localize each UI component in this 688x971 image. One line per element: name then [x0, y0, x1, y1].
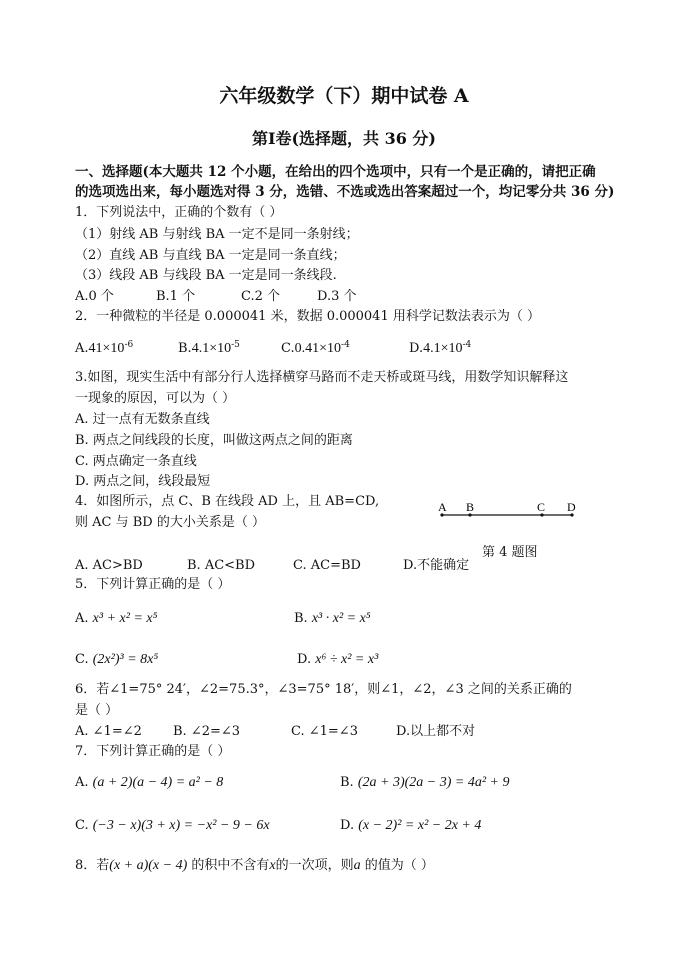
q7-option-d: D. (x − 2)² = x² − 2x + 4 [340, 818, 482, 833]
q5-option-b: B. x³ · x² = x⁵ [294, 611, 371, 626]
q7-option-c: C. (−3 − x)(3 + x) = −x² − 9 − 6x [75, 818, 270, 833]
point-c-label: C [537, 500, 546, 514]
page-subtitle: 第Ⅰ卷(选择题，共 36 分) [251, 129, 437, 148]
q4-option-d: D.不能确定 [403, 558, 470, 573]
q4-stem-line1: 4．如图所示，点 C、B 在线段 AD 上，且 AB=CD, [75, 494, 380, 509]
q1-option-c: C.2 个 [241, 289, 281, 304]
q5-stem: 5．下列计算正确的是（ ） [75, 577, 231, 592]
section-instructions-line1: 一、选择题(本大题共 12 个小题，在给出的四个选项中，只有一个是正确的，请把正确 [75, 164, 596, 180]
q1-statement-2: （2）直线 AB 与直线 BA 一定是同一条直线； [75, 248, 346, 263]
q6-option-b: B. ∠2=∠3 [173, 724, 241, 739]
q2-option-d: $D.4.1\times 10^{-4}$ [409, 340, 472, 356]
q6-option-d: D.以上都不对 [396, 724, 476, 739]
q2-option-a: $A.41\times 10^{-6}$ [75, 340, 134, 356]
q1-statement-3: （3）线段 AB 与线段 BA 一定是同一条线段. [75, 268, 337, 283]
q4-option-c: C. AC=BD [293, 558, 361, 573]
page-title: 六年级数学（下）期中试卷 A [219, 85, 469, 107]
q1-stem: 1．下列说法中，正确的个数有（ ） [75, 205, 283, 220]
q5-option-c: C. (2x²)³ = 8x⁵ [75, 652, 159, 667]
q6-option-a: A. ∠1=∠2 [75, 724, 142, 739]
q1-option-b: B.1 个 [156, 289, 196, 304]
q4-option-b: B. AC<BD [187, 558, 256, 573]
q3-option-b: B. 两点之间线段的长度，叫做这两点之间的距离 [75, 433, 353, 448]
q1-statement-1: （1）射线 AB 与射线 BA 一定不是同一条射线； [75, 227, 359, 242]
q8-stem: 8．若(x + a)(x − 4) 的积中不含有x的一次项，则a 的值为（ ） [75, 858, 434, 873]
point-a-label: A [438, 500, 447, 514]
q2-stem: 2．一种微粒的半径是 0.000041 米，数据 0.000041 用科学记数法表示为（ ） [75, 309, 540, 324]
q3-stem-line1: 3.如图，现实生活中有部分行人选择横穿马路而不走天桥或斑马线，用数学知识解释这 [75, 370, 569, 385]
q2-option-b: $B.4.1\times 10^{-5}$ [178, 340, 240, 356]
q2-option-c: $C.0.41\times 10^{-4}$ [281, 340, 350, 356]
figure-caption: 第 4 题图 [482, 545, 538, 560]
q3-option-d: D. 两点之间，线段最短 [75, 474, 211, 489]
q7-option-a: A. (a + 2)(a − 4) = a² − 8 [75, 775, 224, 790]
section-instructions-line2: 的选项选出来，每小题选对得 3 分，选错、不选或选出答案超过一个，均记零分共 36 分) [75, 184, 615, 200]
q1-option-d: D.3 个 [317, 289, 357, 304]
point-d-label: D [567, 500, 576, 514]
q3-option-a: A. 过一点有无数条直线 [75, 412, 210, 427]
q3-stem-line2: 一现象的原因，可以为（ ） [75, 391, 236, 406]
q6-stem-line1: 6．若∠1=75° 24′，∠2=75.3°，∠3=75° 18′，则∠1，∠2，∠3 之间的关系正确的 [75, 682, 572, 697]
q7-option-b: B. (2a + 3)(2a − 3) = 4a² + 9 [340, 775, 510, 790]
q5-option-d: D. x⁶ ÷ x² = x³ [297, 652, 379, 667]
q6-option-c: C. ∠1=∠3 [291, 724, 358, 739]
q4-option-a: A. AC>BD [75, 558, 143, 573]
q1-option-a: A.0 个 [75, 289, 114, 304]
q6-stem-line2: 是（ ） [75, 703, 119, 718]
q4-stem-line2: 则 AC 与 BD 的大小关系是（ ） [75, 515, 265, 530]
point-b-label: B [466, 500, 475, 514]
q7-stem: 7．下列计算正确的是（ ） [75, 744, 231, 759]
q5-option-a: A. x³ + x² = x⁵ [75, 611, 158, 626]
q3-option-c: C. 两点确定一条直线 [75, 454, 197, 469]
